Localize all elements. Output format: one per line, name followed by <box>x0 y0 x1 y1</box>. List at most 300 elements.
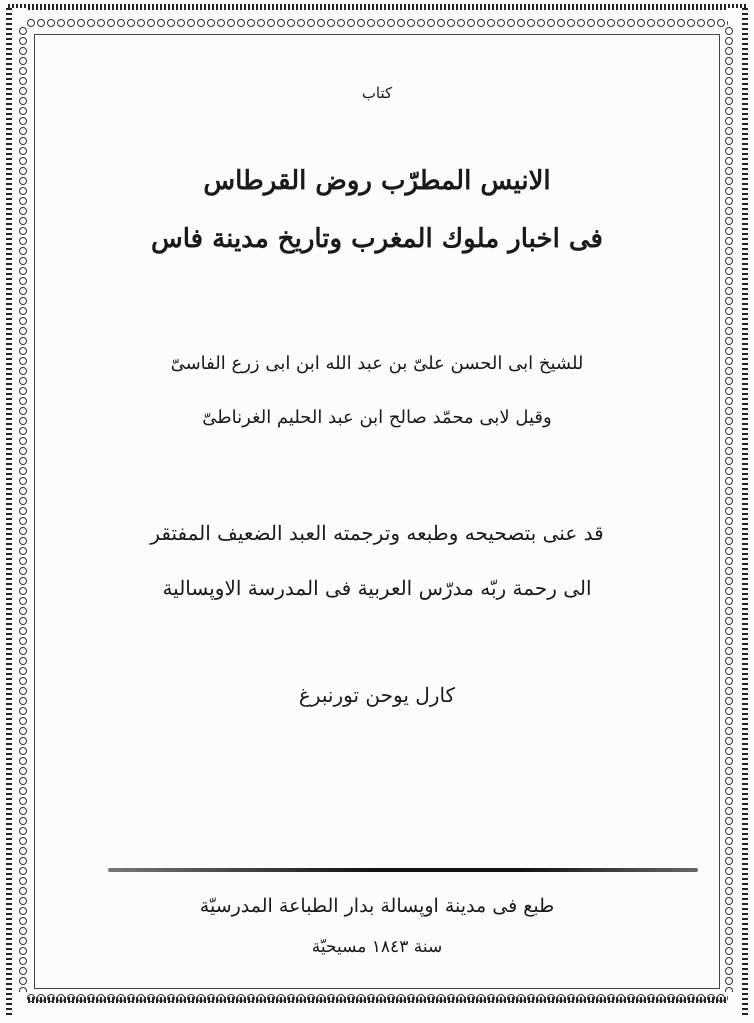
ornament-ring <box>19 417 27 425</box>
ornament-ring <box>377 994 385 1002</box>
ornament-ring <box>597 994 605 1002</box>
ornament-ring <box>417 994 425 1002</box>
ornament-ring <box>725 27 733 35</box>
ornament-ring <box>19 917 27 925</box>
ornament-ring <box>167 994 175 1002</box>
ornament-ring <box>37 19 45 27</box>
ornament-ring <box>19 947 27 955</box>
ornament-ring <box>19 677 27 685</box>
ornament-ring <box>37 994 45 1002</box>
ornament-ring <box>725 757 733 765</box>
ornament-ring <box>207 19 215 27</box>
ornament-ring <box>19 167 27 175</box>
ornament-ring <box>19 477 27 485</box>
ornament-ring <box>19 367 27 375</box>
ornament-ring <box>487 994 495 1002</box>
ornament-ring <box>197 994 205 1002</box>
ornament-ring <box>597 19 605 27</box>
ornament-ring <box>725 987 733 992</box>
ornament-ring <box>437 994 445 1002</box>
ornament-ring <box>725 277 733 285</box>
ornament-ring <box>19 857 27 865</box>
ornament-ring <box>19 247 27 255</box>
ornament-rings-right <box>724 26 734 992</box>
ornament-ring <box>217 19 225 27</box>
ornament-ring <box>417 19 425 27</box>
ornament-ring <box>297 994 305 1002</box>
ornament-ring <box>137 994 145 1002</box>
ornament-ring <box>467 994 475 1002</box>
ornament-ring <box>19 607 27 615</box>
editor-line-2: الى رحمة ربّه مدرّس العربية فى المدرسة الاوپسالية <box>162 576 592 600</box>
author-line-1: للشيخ ابى الحسن علىّ بن عبد الله ابن ابى زرع الفاسىّ <box>170 353 584 374</box>
title-line-2: فى اخبار ملوك المغرب وتاريخ مدينة فاس <box>151 224 603 254</box>
ornament-ring <box>725 787 733 795</box>
ornament-ring <box>19 317 27 325</box>
ornament-ring <box>19 897 27 905</box>
ornament-ring <box>19 617 27 625</box>
ornament-ring <box>19 447 27 455</box>
ornament-ring <box>127 994 135 1002</box>
ornament-ring <box>19 107 27 115</box>
ornament-ring <box>437 19 445 27</box>
ornament-ring <box>725 767 733 775</box>
ornament-ring <box>19 717 27 725</box>
ornament-ring <box>725 177 733 185</box>
ornament-ring <box>257 994 265 1002</box>
ornament-ring <box>725 597 733 605</box>
ornament-ring <box>19 487 27 495</box>
ornament-ring <box>19 287 27 295</box>
ornament-ring <box>617 19 625 27</box>
ornament-ring <box>725 237 733 245</box>
ornament-ring <box>317 19 325 27</box>
ornament-ring <box>277 19 285 27</box>
ornament-ring <box>725 187 733 195</box>
ornament-ring <box>725 907 733 915</box>
ornament-ring <box>547 994 555 1002</box>
ornament-ring <box>637 19 645 27</box>
ornament-ring <box>377 19 385 27</box>
ornament-ring <box>19 87 27 95</box>
ornament-ring <box>725 947 733 955</box>
ornament-ring <box>427 19 435 27</box>
ornament-ring <box>19 37 27 45</box>
ornament-ring <box>307 994 315 1002</box>
ornament-ring <box>19 337 27 345</box>
ornament-ring <box>19 407 27 415</box>
ornament-ring <box>725 77 733 85</box>
ornament-ring <box>357 19 365 27</box>
ornament-ring <box>725 667 733 675</box>
ornament-ring <box>725 547 733 555</box>
ornament-ring <box>725 877 733 885</box>
ornament-ring <box>19 887 27 895</box>
ornament-ring <box>257 19 265 27</box>
ornament-ring <box>577 994 585 1002</box>
ornament-ring <box>725 637 733 645</box>
ornament-ring <box>725 157 733 165</box>
ornament-ring <box>147 19 155 27</box>
ornament-ring <box>19 927 27 935</box>
ornament-ring <box>19 537 27 545</box>
ornament-ring <box>725 517 733 525</box>
ornament-ring <box>327 994 335 1002</box>
ornament-ring <box>477 994 485 1002</box>
ornament-ring <box>19 957 27 965</box>
ornament-ring <box>725 977 733 985</box>
ornament-ring <box>725 717 733 725</box>
ornament-ring <box>357 994 365 1002</box>
ornament-ring <box>19 457 27 465</box>
ornament-ring <box>567 19 575 27</box>
ornament-ring <box>19 527 27 535</box>
ornament-ring <box>647 994 655 1002</box>
ornament-ring <box>157 994 165 1002</box>
ornament-ring <box>117 994 125 1002</box>
ornament-ring <box>725 287 733 295</box>
ornament-ring <box>19 817 27 825</box>
ornament-ring <box>19 707 27 715</box>
ornament-ring <box>287 994 295 1002</box>
ornament-ring <box>725 737 733 745</box>
ornament-ring <box>19 307 27 315</box>
ornament-ring <box>317 994 325 1002</box>
ornament-ring <box>725 967 733 975</box>
ornament-ring <box>725 207 733 215</box>
ornament-ring <box>657 994 665 1002</box>
ornament-ring <box>19 57 27 65</box>
ornament-ring <box>187 994 195 1002</box>
ornament-ring <box>627 994 635 1002</box>
ornament-ring <box>157 19 165 27</box>
ornament-ring <box>327 19 335 27</box>
ornament-ring <box>19 987 27 992</box>
ornament-ring <box>19 807 27 815</box>
ornament-ring <box>725 807 733 815</box>
ornament-ring <box>677 994 685 1002</box>
ornament-ring <box>19 657 27 665</box>
ornament-ring <box>19 67 27 75</box>
ornament-ring <box>107 19 115 27</box>
ornament-ring <box>725 117 733 125</box>
ornament-ring <box>677 19 685 27</box>
ornament-ring <box>725 97 733 105</box>
horizontal-rule <box>108 868 698 872</box>
ornament-ring <box>725 697 733 705</box>
ornament-ring <box>725 467 733 475</box>
ornament-ring <box>607 994 615 1002</box>
ornament-ring <box>47 994 55 1002</box>
ornament-ring <box>19 387 27 395</box>
ornament-ring <box>19 397 27 405</box>
ornament-ring <box>725 527 733 535</box>
ornament-ring <box>727 994 728 1002</box>
ornament-rings-bottom <box>26 993 728 1003</box>
ornament-ring <box>407 994 415 1002</box>
ornament-ring <box>725 887 733 895</box>
ornament-ring <box>337 19 345 27</box>
ornament-ring <box>427 994 435 1002</box>
ornament-ring <box>477 19 485 27</box>
ornament-ring <box>725 577 733 585</box>
ornament-ring <box>19 97 27 105</box>
kitab-label: كتاب <box>361 84 393 102</box>
ornament-ring <box>307 19 315 27</box>
ornament-ring <box>667 19 675 27</box>
ornament-ring <box>517 994 525 1002</box>
ornament-ring <box>19 497 27 505</box>
ornament-ring <box>725 457 733 465</box>
ornament-ring <box>497 19 505 27</box>
imprint-line-2: سنة ١٨٤٣ مسيحيّة <box>311 937 443 957</box>
ornament-ring <box>567 994 575 1002</box>
ornament-ring <box>187 19 195 27</box>
ornament-ring <box>19 907 27 915</box>
ornament-ring <box>19 77 27 85</box>
ornament-ring <box>725 327 733 335</box>
ornament-ring <box>725 167 733 175</box>
ornament-ring <box>347 19 355 27</box>
ornament-ring <box>647 19 655 27</box>
ornament-ring <box>447 19 455 27</box>
ornament-ring <box>717 994 725 1002</box>
ornament-ring <box>725 837 733 845</box>
ornament-ring <box>507 19 515 27</box>
ornament-ring <box>19 157 27 165</box>
ornament-ring <box>725 927 733 935</box>
ornament-ring <box>457 994 465 1002</box>
ornament-ring <box>97 19 105 27</box>
ornament-ring <box>725 257 733 265</box>
ornament-ring <box>687 19 695 27</box>
ornament-ring <box>387 19 395 27</box>
ornament-ring <box>19 867 27 875</box>
ornament-ring <box>247 19 255 27</box>
ornament-ring <box>725 627 733 635</box>
ornament-ring <box>487 19 495 27</box>
ornament-ring <box>725 797 733 805</box>
ornament-ring <box>557 994 565 1002</box>
ornament-ring <box>19 517 27 525</box>
ornament-ring <box>697 994 705 1002</box>
ornament-ring <box>19 257 27 265</box>
ornament-ring <box>725 707 733 715</box>
ornament-ring <box>397 994 405 1002</box>
ornament-ring <box>19 347 27 355</box>
ornament-ring <box>697 19 705 27</box>
ornament-ring <box>725 587 733 595</box>
ornament-ring <box>19 567 27 575</box>
ornament-ring <box>725 37 733 45</box>
editor-line-1: قد عنى بتصحيحه وطبعه وترجمته العبد الضعيف المفتقر <box>150 521 604 545</box>
ornament-ring <box>19 577 27 585</box>
ornament-ring <box>217 994 225 1002</box>
ornament-ring <box>19 627 27 635</box>
ornament-ring <box>19 937 27 945</box>
ornament-ring <box>397 19 405 27</box>
ornament-ring <box>19 587 27 595</box>
ornament-ring <box>19 187 27 195</box>
ornament-ring <box>117 19 125 27</box>
ornament-ring <box>19 357 27 365</box>
ornament-ring <box>19 297 27 305</box>
ornament-ring <box>267 994 275 1002</box>
ornament-ring <box>19 687 27 695</box>
ornament-ring <box>19 127 27 135</box>
ornament-ring <box>527 19 535 27</box>
ornament-ring <box>587 994 595 1002</box>
ornament-ring <box>19 637 27 645</box>
ornament-ring <box>367 19 375 27</box>
ornament-ring <box>725 377 733 385</box>
ornament-ring <box>277 994 285 1002</box>
ornament-ring <box>19 837 27 845</box>
title-line-1: الانيس المطرّب روض القرطاس <box>203 166 551 196</box>
ornament-ring <box>19 697 27 705</box>
ornament-ring <box>725 307 733 315</box>
ornament-ring <box>725 357 733 365</box>
ornament-ring <box>725 777 733 785</box>
ornament-ring <box>19 227 27 235</box>
ornament-ring <box>725 957 733 965</box>
ornament-ring <box>347 994 355 1002</box>
ornament-ring <box>707 994 715 1002</box>
ornament-ring <box>497 994 505 1002</box>
ornament-ring <box>725 67 733 75</box>
ornament-ring <box>77 994 85 1002</box>
ornament-ring <box>725 477 733 485</box>
ornament-ring <box>297 19 305 27</box>
ornament-ring <box>725 197 733 205</box>
ornament-ring <box>725 217 733 225</box>
ornament-ring <box>19 847 27 855</box>
ornament-ring <box>547 19 555 27</box>
ornament-ring <box>587 19 595 27</box>
ornament-ring <box>267 19 275 27</box>
ornament-ring <box>537 19 545 27</box>
ornament-ring <box>197 19 205 27</box>
ornament-ring <box>19 427 27 435</box>
ornament-rings-left <box>18 26 28 992</box>
ornament-ring <box>367 994 375 1002</box>
ornament-ring <box>725 687 733 695</box>
ornament-ring <box>637 994 645 1002</box>
ornament-ring <box>725 897 733 905</box>
ornament-ring <box>19 267 27 275</box>
ornament-ring <box>19 237 27 245</box>
ornament-ring <box>227 994 235 1002</box>
author-line-2: وقيل لابى محمّد صالح ابن عبد الحليم الغرناطىّ <box>202 407 552 428</box>
ornament-ring <box>507 994 515 1002</box>
ornament-ring <box>725 147 733 155</box>
ornament-ring <box>725 247 733 255</box>
ornament-ring <box>19 377 27 385</box>
ornament-ring <box>725 917 733 925</box>
ornament-ring <box>19 977 27 985</box>
ornament-ring <box>19 137 27 145</box>
ornament-ring <box>287 19 295 27</box>
ornament-ring <box>707 19 715 27</box>
ornament-ring <box>725 817 733 825</box>
ornament-ring <box>457 19 465 27</box>
ornament-ring <box>107 994 115 1002</box>
ornament-ring <box>67 19 75 27</box>
ornament-ring <box>725 47 733 55</box>
ornament-ring <box>27 994 35 1002</box>
ornament-ring <box>725 677 733 685</box>
ornament-ring <box>19 547 27 555</box>
ornament-ring <box>557 19 565 27</box>
ornament-ring <box>19 177 27 185</box>
ornament-ring <box>237 994 245 1002</box>
ornament-ring <box>137 19 145 27</box>
ornament-ring <box>87 994 95 1002</box>
ornament-ring <box>657 19 665 27</box>
ornament-ring <box>167 19 175 27</box>
ornament-ring <box>27 19 35 27</box>
ornament-ring <box>725 367 733 375</box>
ornament-ring <box>447 994 455 1002</box>
ornament-ring <box>19 277 27 285</box>
ornament-ring <box>725 387 733 395</box>
ornament-ring <box>725 427 733 435</box>
ornament-ring <box>725 557 733 565</box>
ornament-ring <box>725 447 733 455</box>
ornament-ring <box>725 857 733 865</box>
ornament-ring <box>725 87 733 95</box>
ornament-ring <box>19 197 27 205</box>
ornament-ring <box>19 207 27 215</box>
ornament-rings-top <box>26 18 728 28</box>
ornament-ring <box>725 317 733 325</box>
ornament-ring <box>19 117 27 125</box>
ornament-ring <box>177 19 185 27</box>
ornament-ring <box>67 994 75 1002</box>
ornament-ring <box>77 19 85 27</box>
ornament-ring <box>725 417 733 425</box>
ornament-ring <box>19 217 27 225</box>
ornament-ring <box>19 327 27 335</box>
ornament-ring <box>227 19 235 27</box>
ornament-ring <box>19 597 27 605</box>
ornament-ring <box>19 737 27 745</box>
ornament-ring <box>725 267 733 275</box>
ornament-ring <box>147 994 155 1002</box>
ornament-ring <box>19 747 27 755</box>
ornament-ring <box>577 19 585 27</box>
ornament-ring <box>725 347 733 355</box>
ornament-ring <box>337 994 345 1002</box>
ornament-ring <box>725 297 733 305</box>
ornament-ring <box>177 994 185 1002</box>
ornament-ring <box>19 507 27 515</box>
ornament-ring <box>725 617 733 625</box>
ornament-ring <box>617 994 625 1002</box>
ornament-ring <box>19 467 27 475</box>
imprint-line-1: طبع فى مدينة اوپسالة بدار الطباعة المدرسيّة <box>199 895 555 917</box>
ornament-ring <box>725 607 733 615</box>
ornament-ring <box>725 137 733 145</box>
ornament-ring <box>725 937 733 945</box>
ornament-ring <box>19 767 27 775</box>
ornament-ring <box>407 19 415 27</box>
ornament-ring <box>725 437 733 445</box>
ornament-ring <box>19 787 27 795</box>
ornament-ring <box>517 19 525 27</box>
ornament-ring <box>19 757 27 765</box>
ornament-ring <box>725 407 733 415</box>
